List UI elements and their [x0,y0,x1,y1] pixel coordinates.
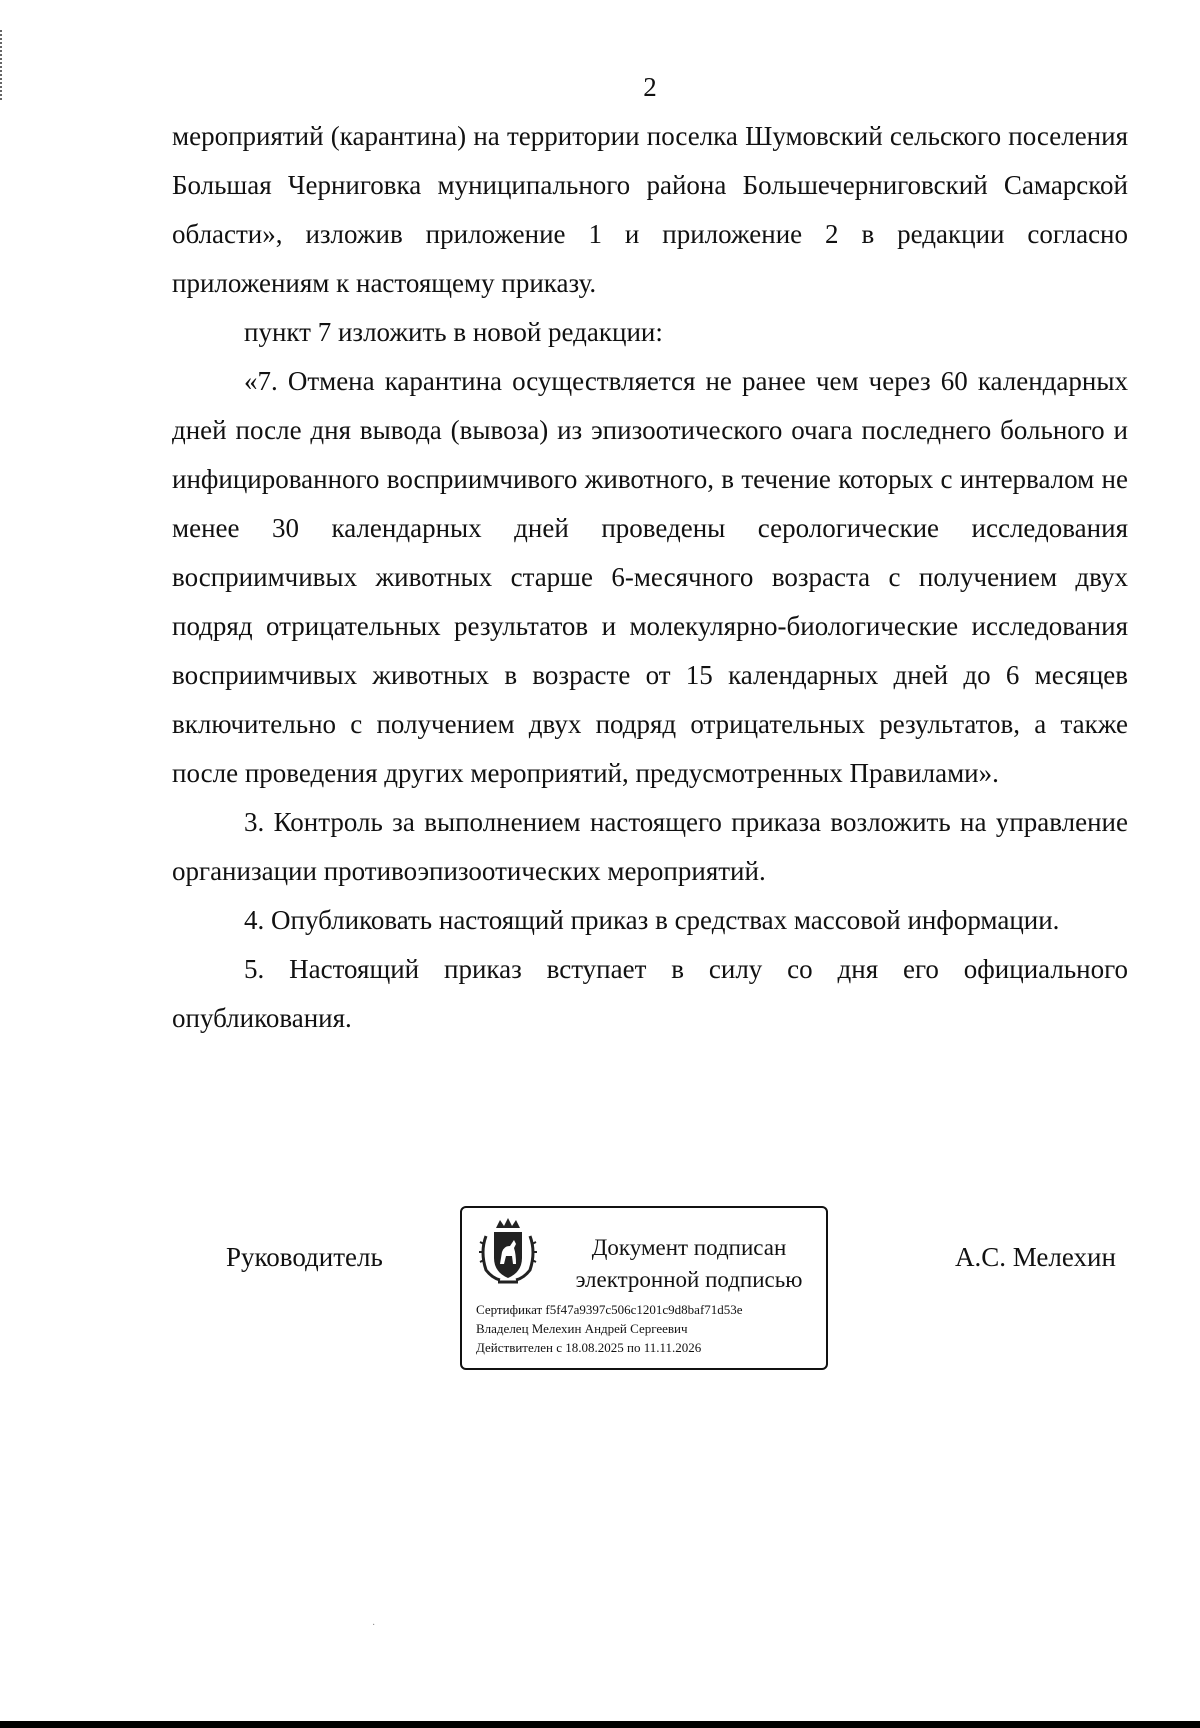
stamp-certificate: Сертификат f5f47a9397c506c1201c9d8baf71d53e [476,1302,743,1317]
page-number-text: 2 [643,72,657,102]
paragraph-continuation: мероприятий (карантина) на территории поселка Шумовский сельского поселения Большая Черниговка муниципального района Большечерниговский Самарской области», изложив приложение 1 и приложение 2 в редакции согласно приложениям к настоящему приказу. [172,121,1128,298]
stamp-owner: Владелец Мелехин Андрей Сергеевич [476,1321,688,1336]
stamp-title-line-2: электронной подписью [575,1267,803,1292]
paragraph-item-7-intro: пункт 7 изложить в новой редакции: [244,317,663,347]
stamp-title [558,1232,820,1296]
paragraph-item-7-text: «7. Отмена карантина осуществляется не ранее чем через 60 календарных дней после дня вывода (вывоза) из эпизоотического очага последнего больного и инфицированного восприимчивого животного, в течение которых с интервалом не менее 30 календарных дней проведены серологические исследования восприимчивых животных старше 6-месячного возраста с получением двух подряд отрицательных результатов и молекулярно-биологические исследования восприимчивых животных в возрасте от 15 календарных дней до 6 месяцев включительно с получением двух подряд отрицательных результатов, а также после проведения других мероприятий, предусмотренных Правилами». [172,366,1128,788]
scan-dot: · [372,1620,376,1631]
stamp-validity: Действителен с 18.08.2025 по 11.11.2026 [476,1340,702,1355]
signature-block [0,1206,1200,1376]
stamp-title-line-1: Документ подписан [591,1235,787,1260]
paragraph-item-4: 4. Опубликовать настоящий приказ в средствах массовой информации. [244,905,1060,935]
page-number [0,72,1200,103]
scan-bottom-border [0,1721,1200,1728]
coat-of-arms-icon [476,1216,540,1286]
electronic-signature-stamp [460,1206,828,1370]
signer-name: А.С. Мелехин [955,1242,1116,1272]
paragraph-item-5: 5. Настоящий приказ вступает в силу со дня его официального опубликования. [172,954,1128,1033]
stamp-details [476,1300,743,1357]
signer-role: Руководитель [226,1242,383,1272]
paragraph-item-3: 3. Контроль за выполнением настоящего приказа возложить на управление организации противоэпизоотических мероприятий. [172,807,1128,886]
document-body [172,112,1128,1043]
